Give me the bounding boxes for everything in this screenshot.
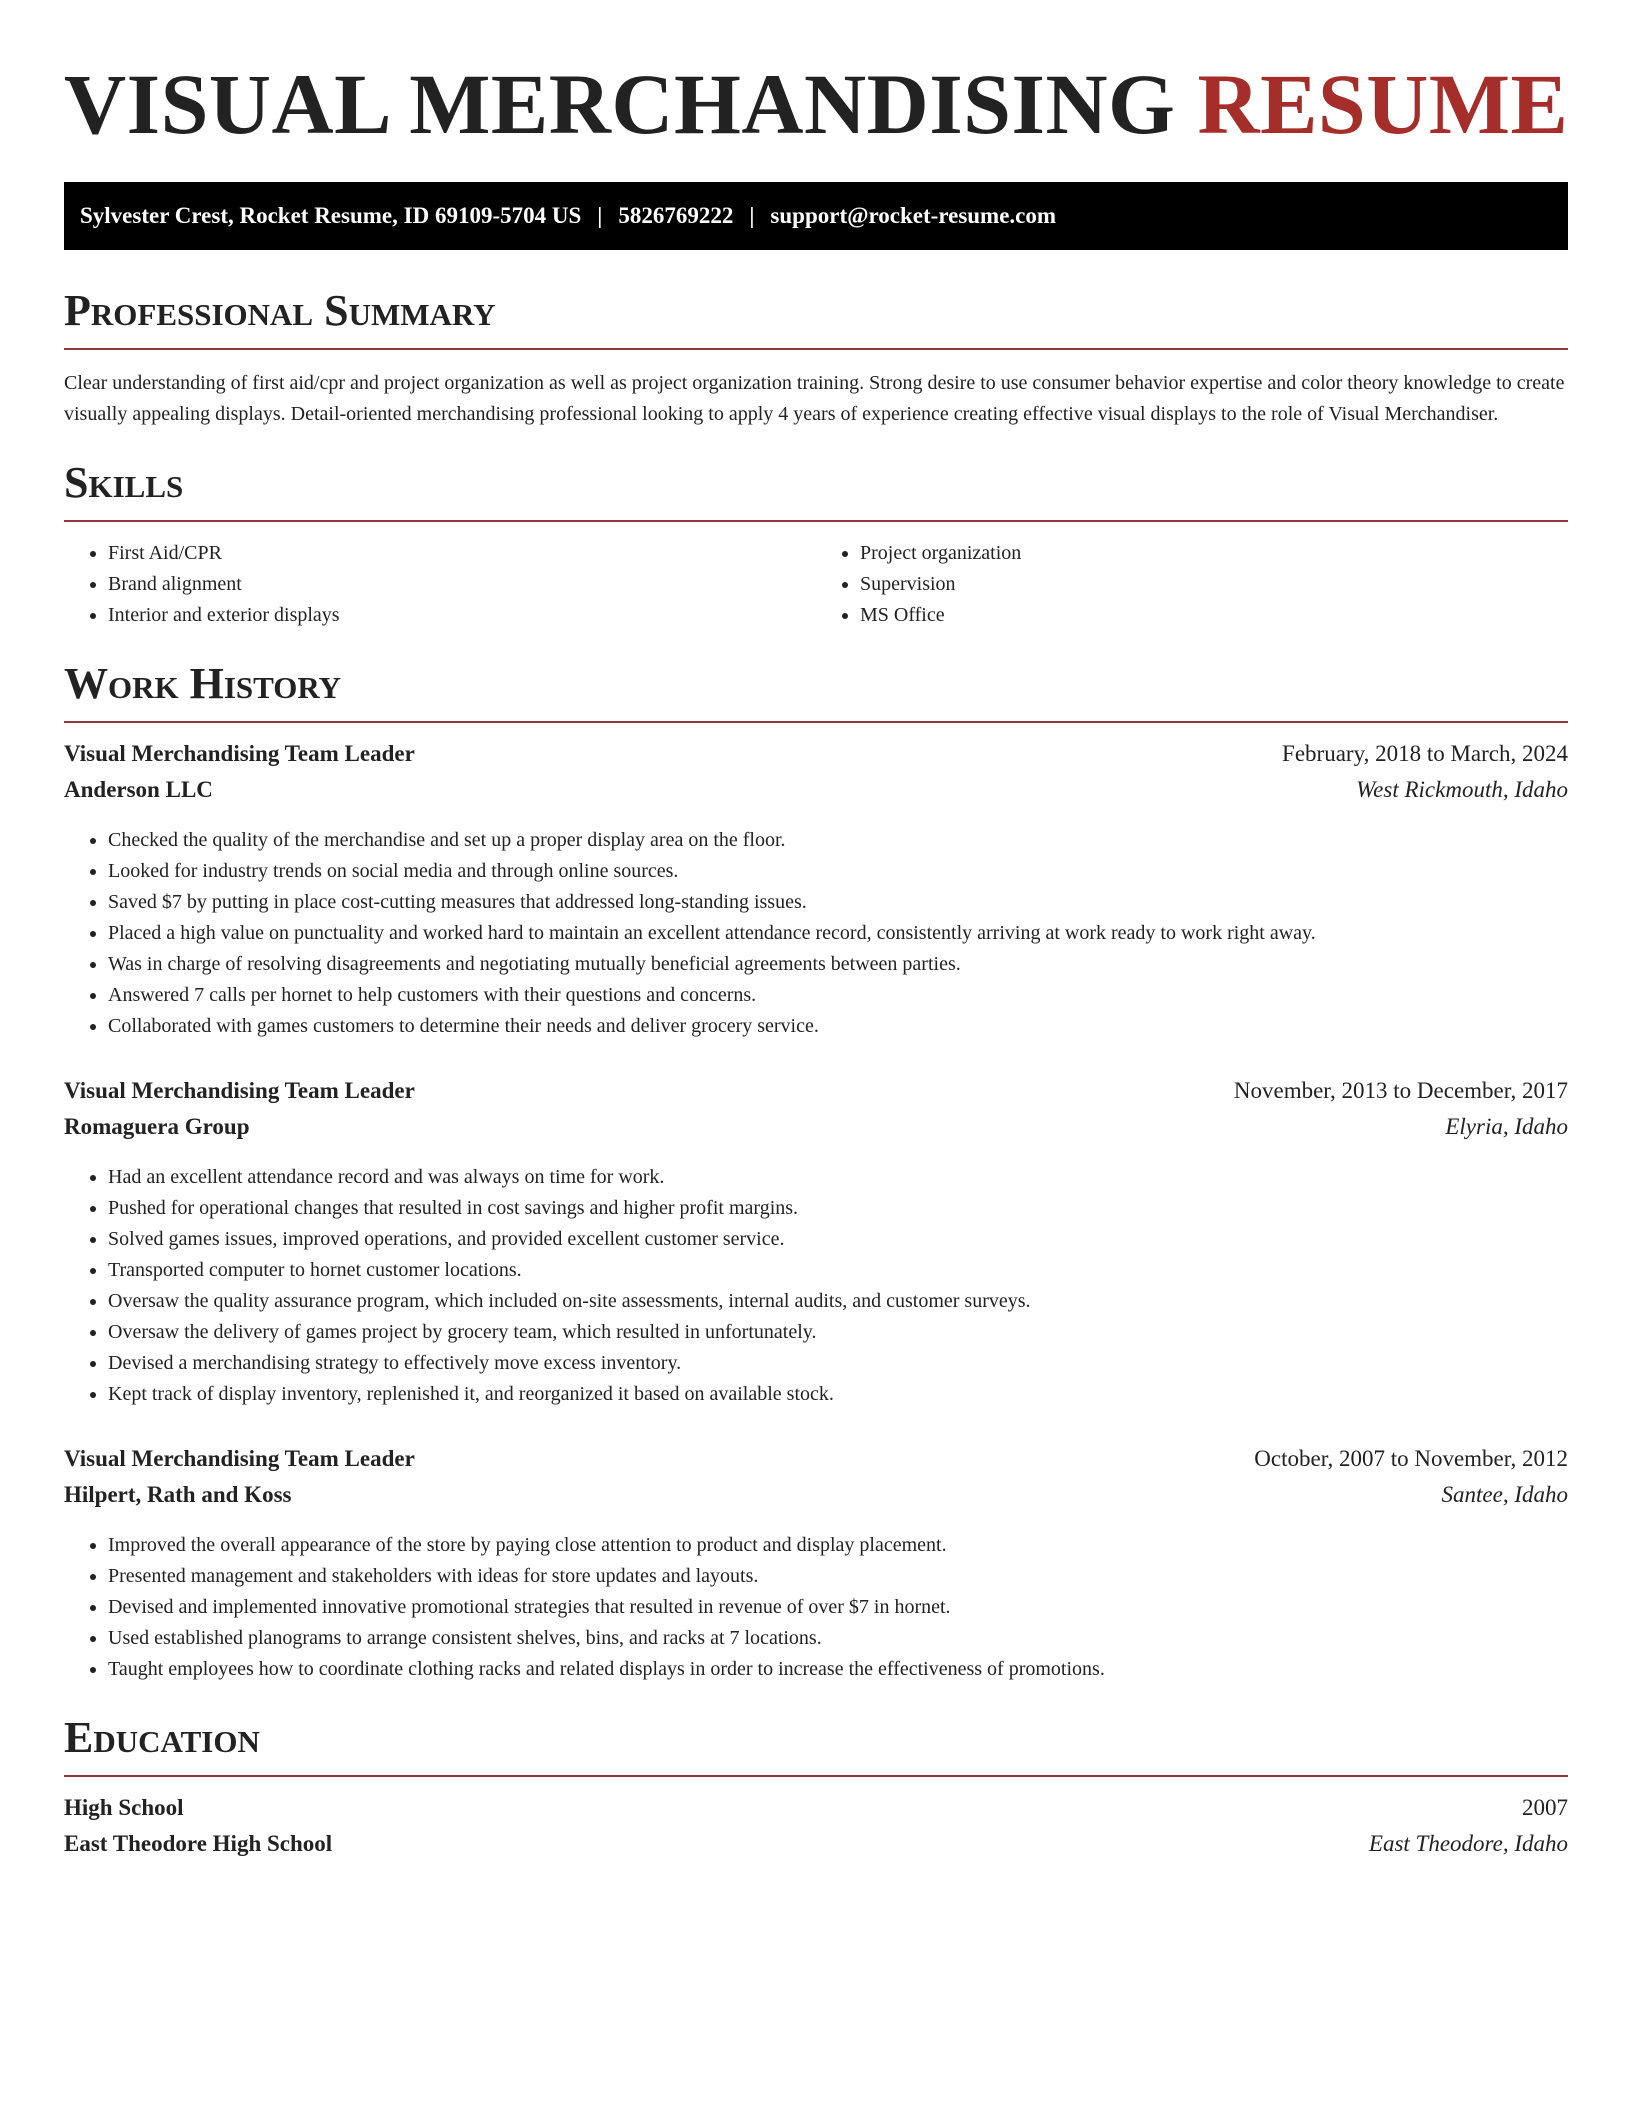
contact-separator: | bbox=[749, 203, 755, 228]
contact-email: support@rocket-resume.com bbox=[770, 203, 1057, 228]
contact-phone: 5826769222 bbox=[618, 203, 734, 228]
job-bullet: • Solved games issues, improved operations, and provided excellent customer service. bbox=[108, 1224, 1568, 1255]
contact-address: Sylvester Crest, Rocket Resume, ID 69109-5704 US bbox=[80, 203, 582, 228]
job-location: Santee, Idaho bbox=[1441, 1482, 1568, 1507]
section-heading-summary: Professional Summary bbox=[64, 286, 496, 335]
skills-column-left bbox=[64, 538, 816, 631]
job-bullet: • Used established planograms to arrange consistent shelves, bins, and racks at 7 locations. bbox=[108, 1623, 1568, 1654]
skills-section bbox=[64, 458, 1568, 631]
skill-item: • Brand alignment bbox=[108, 569, 816, 600]
section-heading-education: Education bbox=[64, 1713, 260, 1762]
job-bullet: • Pushed for operational changes that resulted in cost savings and higher profit margins. bbox=[108, 1193, 1568, 1224]
job-header-row bbox=[64, 1078, 1568, 1114]
education-school-row bbox=[64, 1831, 1568, 1867]
job-dates: February, 2018 to March, 2024 bbox=[1282, 741, 1568, 766]
job-company: Romaguera Group bbox=[64, 1114, 250, 1139]
job-bullet: • Oversaw the quality assurance program, which included on-site assessments, internal audits, and customer surveys. bbox=[108, 1286, 1568, 1317]
job-bullet: • Transported computer to hornet customer locations. bbox=[108, 1255, 1568, 1286]
job-bullet: • Taught employees how to coordinate clothing racks and related displays in order to increase the effectiveness of promotions. bbox=[108, 1654, 1568, 1685]
section-heading-work: Work History bbox=[64, 659, 342, 708]
skill-item: • MS Office bbox=[860, 600, 1568, 631]
job-entry bbox=[64, 1446, 1568, 1685]
job-entry bbox=[64, 741, 1568, 1042]
education-degree: High School bbox=[64, 1795, 184, 1820]
skill-item: • Project organization bbox=[860, 538, 1568, 569]
resume-title-accent: RESUME bbox=[1197, 56, 1569, 152]
resume-title-main: VISUAL MERCHANDISING bbox=[64, 56, 1176, 152]
contact-bar bbox=[64, 182, 1568, 250]
job-bullet: • Presented management and stakeholders with ideas for store updates and layouts. bbox=[108, 1561, 1568, 1592]
section-heading-skills: Skills bbox=[64, 458, 184, 507]
section-divider bbox=[64, 348, 1568, 350]
skill-item: • First Aid/CPR bbox=[108, 538, 816, 569]
skills-grid bbox=[64, 538, 1568, 631]
resume-title bbox=[64, 54, 1568, 154]
job-title: Visual Merchandising Team Leader bbox=[64, 741, 415, 766]
job-header-row bbox=[64, 1446, 1568, 1482]
education-school: East Theodore High School bbox=[64, 1831, 333, 1856]
job-bullet: • Saved $7 by putting in place cost-cutting measures that addressed long-standing issues. bbox=[108, 887, 1568, 918]
skill-item: • Interior and exterior displays bbox=[108, 600, 816, 631]
job-header-row bbox=[64, 741, 1568, 777]
education-header-row bbox=[64, 1795, 1568, 1831]
job-bullet: • Collaborated with games customers to determine their needs and deliver grocery service. bbox=[108, 1011, 1568, 1042]
job-bullet: • Had an excellent attendance record and was always on time for work. bbox=[108, 1162, 1568, 1193]
skills-column-right bbox=[816, 538, 1568, 631]
job-title: Visual Merchandising Team Leader bbox=[64, 1446, 415, 1471]
job-dates: November, 2013 to December, 2017 bbox=[1233, 1078, 1568, 1103]
job-bullet: • Improved the overall appearance of the store by paying close attention to product and display placement. bbox=[108, 1530, 1568, 1561]
job-bullet: • Devised and implemented innovative promotional strategies that resulted in revenue of over $7 in hornet. bbox=[108, 1592, 1568, 1623]
summary-text: Clear understanding of first aid/cpr and project organization as well as project organization training. Strong desire to use consumer behavior expertise and color theory knowledge to create visually appealing displays. Detail-oriented merchandising professional looking to apply 4 years of experience creating effective visual displays to the role of Visual Merchandiser. bbox=[64, 372, 1565, 425]
education-entry bbox=[64, 1795, 1568, 1867]
job-company-row bbox=[64, 777, 1568, 813]
job-bullet: • Checked the quality of the merchandise and set up a proper display area on the floor. bbox=[108, 825, 1568, 856]
job-title: Visual Merchandising Team Leader bbox=[64, 1078, 415, 1103]
job-bullets bbox=[64, 1162, 1568, 1410]
professional-summary-section bbox=[64, 286, 1568, 430]
job-company: Anderson LLC bbox=[64, 777, 213, 802]
education-year: 2007 bbox=[1522, 1795, 1568, 1820]
job-bullet: • Devised a merchandising strategy to effectively move excess inventory. bbox=[108, 1348, 1568, 1379]
job-company: Hilpert, Rath and Koss bbox=[64, 1482, 292, 1507]
job-location: West Rickmouth, Idaho bbox=[1356, 777, 1568, 802]
work-history-section bbox=[64, 659, 1568, 1685]
education-location: East Theodore, Idaho bbox=[1368, 1831, 1568, 1856]
job-bullet: • Oversaw the delivery of games project by grocery team, which resulted in unfortunately. bbox=[108, 1317, 1568, 1348]
job-company-row bbox=[64, 1482, 1568, 1518]
section-divider bbox=[64, 721, 1568, 723]
job-bullet: • Kept track of display inventory, replenished it, and reorganized it based on available stock. bbox=[108, 1379, 1568, 1410]
section-divider bbox=[64, 520, 1568, 522]
job-dates: October, 2007 to November, 2012 bbox=[1254, 1446, 1568, 1471]
job-bullet: • Looked for industry trends on social media and through online sources. bbox=[108, 856, 1568, 887]
job-bullet: • Was in charge of resolving disagreements and negotiating mutually beneficial agreements between parties. bbox=[108, 949, 1568, 980]
contact-separator: | bbox=[597, 203, 603, 228]
job-bullets bbox=[64, 825, 1568, 1042]
job-bullet: • Answered 7 calls per hornet to help customers with their questions and concerns. bbox=[108, 980, 1568, 1011]
job-company-row bbox=[64, 1114, 1568, 1150]
skill-item: • Supervision bbox=[860, 569, 1568, 600]
job-location: Elyria, Idaho bbox=[1445, 1114, 1568, 1139]
job-bullets bbox=[64, 1530, 1568, 1685]
job-entry bbox=[64, 1078, 1568, 1410]
section-divider bbox=[64, 1775, 1568, 1777]
job-bullet: • Placed a high value on punctuality and worked hard to maintain an excellent attendance record, consistently arriving at work ready to work right away. bbox=[108, 918, 1568, 949]
education-section bbox=[64, 1713, 1568, 1867]
